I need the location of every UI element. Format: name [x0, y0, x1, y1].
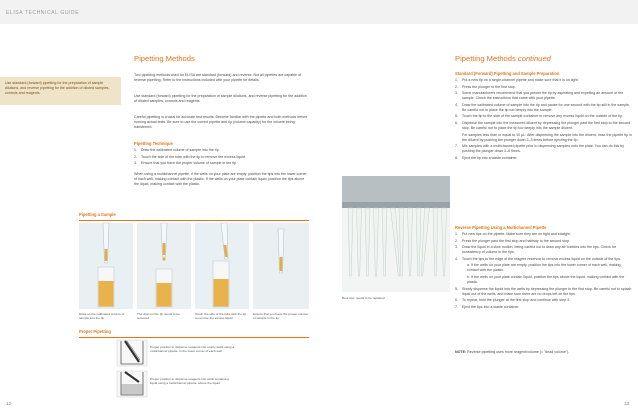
sample-section-heading: Pipetting a Sample — [79, 212, 116, 217]
standard-heading: Standard (Forward) Pipetting and Sample Preparation — [455, 71, 560, 76]
list-item: 4. Touch the tips to the edge of the reagent reservoir to remove excess liquid on the outside of the tips. a. If the wells on your plate are empty, position the tips into the lower corner of each well, making contact with the plastic. b. If the wells on your plate contain liquid, position the tips above the liquid, making contact with the plastic. — [455, 257, 633, 285]
reverse-substep-b: b. If the wells on your plate contain liquid, position the tips above the liquid, making contact with the plastic. — [467, 274, 625, 284]
list-item: 1. Put new tips on the pipette. Make sure they are on tight and straight. — [455, 232, 571, 236]
sample-tube-icon — [98, 267, 114, 307]
list-item: 6. To repeat, hold the plunger at the first stop and continue with step 3. — [455, 298, 571, 303]
list-item: 3. Some manufacturers recommend that you prewet the tip by aspirating and expelling an amount of the sample. Check the instructions that came with your pipette. — [455, 91, 624, 101]
reverse-heading: Reverse Pipetting Using a Multichannel Pipette — [455, 225, 547, 230]
note-label: NOTE: — [455, 350, 467, 354]
list-item: 4. Draw the calibrated volume of sample into the tip and pause for one second with the tip still in the sample. Be careful not to place the tip too deeply into the sample. — [455, 102, 631, 112]
list-item: 7. Eject the tips into a waste container. — [455, 304, 520, 309]
proper-filled-well-illustration — [117, 371, 147, 397]
sample-tube-icon — [213, 261, 229, 307]
list-item: 5. Slowly dispense the liquid into the wells by depressing the plunger to the first stop. Be careful not to splash liquid out of the wells, and make sure there are no drops left on the tips. — [455, 286, 632, 296]
small-sample-note: For samples less than or equal to 10 µL: After dispensing the sample into the diluent, rinse the pipette tip in the diluent by pushing the plunger down 2–3 times before ejecting the tip. — [462, 132, 632, 142]
list-item: 2. Press the plunger to the first stop. — [455, 84, 516, 89]
sample-tube-icon — [156, 269, 172, 307]
sample-caption-1: Draw up the calibrated volume of sample into the tip — [79, 312, 125, 321]
page-number-right: 13 — [624, 401, 630, 406]
list-item: 5. Touch the tip to the side of the sample container to remove any excess liquid on the outside of the tip. — [455, 114, 624, 119]
page-number-left: 12 — [6, 401, 12, 406]
multichannel-paragraph: When using a multichannel pipette, if the wells on your plate are empty, position the tips into the lower corner of each well, making contact with the plastic. If the wells on your plate contain liquid, position the tips above the liquid, making contact with the plastic. — [134, 172, 307, 186]
section-divider — [79, 220, 309, 221]
note-text: Reverse pipetting uses more reagent/volume (= "dead volume"). — [466, 350, 570, 354]
sidebar-callout — [0, 77, 121, 105]
bent-tips-photo — [342, 176, 450, 292]
section-divider — [79, 337, 309, 338]
sample-caption-3: Touch the side of the tube with the tip to remove the excess liquid — [195, 312, 247, 321]
running-header-title: ELISA TECHNICAL GUIDE — [6, 10, 80, 16]
list-item: 1. Draw the calibrated volume of sample into the tip. — [134, 148, 220, 152]
reverse-note — [455, 350, 633, 355]
list-item: 1. Put a new tip on a single-channel pipette and make sure that it is on tight. — [455, 78, 579, 82]
continued-title-suffix: continued — [517, 54, 551, 63]
list-item: 6. Dispense the sample into the measured diluent by depressing the plunger past the first stop to the second stop. Be careful not to place the tip too deeply into the sample diluent. For samples less than or equal to 10 µL: After dispensing the sample into the diluent, rinse the pipette tip in the diluent by pushing the plunger down 2–3 times before ejecting the tip. — [455, 120, 632, 142]
list-item: 3. Draw the liquid in a slow motion, being careful not to draw any air bubbles into the tips. Check for consistency of volume in the tips. — [455, 245, 617, 255]
list-item: 3. Ensure that you have the proper volume of sample in the tip. — [134, 161, 238, 166]
running-header — [0, 0, 638, 24]
sample-caption-4: Ensure that you have the proper volume of sample in the tip — [253, 312, 309, 321]
care-paragraph: Careful pipetting is crucial for accurate test results. Become familiar with the pipette and both methods before running actual tests. Be sure to use the correct pipette and tip (volume capacity) for the volume being transferred. — [134, 115, 308, 129]
technique-heading: Pipetting Technique — [134, 141, 173, 146]
reverse-steps — [455, 232, 633, 311]
usage-paragraph: Use standard (forward) pipetting for the preparation of sample dilutions, and reverse pipetting for the addition of diluted samples, controls and reagents. — [134, 94, 307, 103]
reverse-substep-a: a. If the wells on your plate are empty, position the tips into the lower corner of each well, making contact with the plastic. — [467, 263, 621, 273]
list-item: 8. Eject the tip into a waste container. — [455, 155, 518, 160]
continued-page-title — [455, 54, 551, 63]
proper-section-heading: Proper Pipetting — [79, 329, 111, 334]
technique-steps — [134, 148, 309, 168]
proper-empty-well-illustration — [117, 340, 147, 366]
proper-pipetting-illustrations — [117, 340, 147, 398]
list-item: 2. Press the plunger past the first stop and halfway to the second stop. — [455, 238, 571, 243]
pipette-manifold — [342, 176, 450, 206]
intro-paragraph: Two pipetting methods used for ELISA are standard (forward) and reverse. Not all pipettes are capable of reverse pipetting. Refer to the instructions included with your pipette for details. — [134, 73, 302, 82]
page-title: Pipetting Methods — [134, 54, 195, 63]
bent-tips-caption: Bent tips: needs to be replaced — [342, 296, 385, 300]
list-item: 7. Mix samples with a multichannel pipette prior to dispensing samples onto the plate. You can do this by pushing the plunger down 3–6 times. — [455, 144, 625, 154]
proper-note-filled-wells: Proper position to dispense reagents into wells containing liquid using a multichannel pipette, above the liquid — [150, 377, 229, 386]
sample-caption-2: The drop on the tip needs to be removed — [137, 312, 180, 321]
callout-text: Use standard (forward) pipetting for the preparation of sample dilutions, and reverse pipetting for the addition of diluted samples, controls and reagents. — [5, 81, 110, 95]
list-item: 2. Touch the side of the tube with the tip to remove the excess liquid. — [134, 154, 246, 159]
standard-steps — [455, 78, 633, 162]
continued-title-text: Pipetting Methods — [455, 54, 516, 63]
sample-photo-strip — [79, 223, 309, 309]
proper-note-empty-wells: Proper position to dispense reagents into empty wells using a multichannel pipette, in the lower corner of each well — [150, 345, 235, 354]
